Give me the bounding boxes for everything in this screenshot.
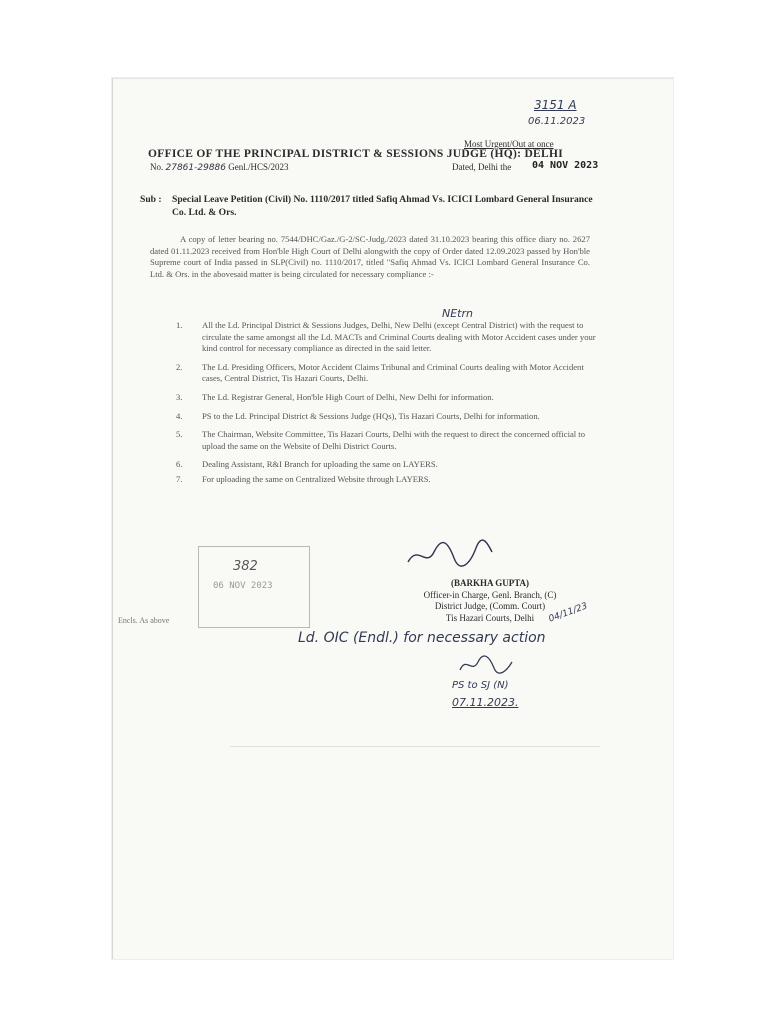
- signature-mark: [404, 538, 494, 570]
- list-item-text: The Chairman, Website Committee, Tis Hazari Courts, Delhi with the request to direct the concerned official to upload the same on the Website of Delhi District Courts.: [202, 429, 585, 451]
- signature-date: 04/11/23: [547, 601, 589, 625]
- dated-label: Dated, Delhi the: [452, 162, 512, 172]
- list-item-text: The Ld. Presiding Officers, Motor Accident Claims Tribunal and Criminal Courts dealing with Motor Accident cases, Central District, Tis Hazari Courts, Delhi.: [202, 361, 584, 384]
- margin-note: NEtrn: [442, 307, 473, 320]
- stamp-date: 06 NOV 2023: [213, 581, 273, 591]
- list-item-number: 1.: [176, 320, 183, 330]
- list-item: [176, 392, 596, 404]
- priority-note: Most Urgent/Out at once: [464, 139, 554, 149]
- list-item: [176, 362, 596, 385]
- list-item: [176, 411, 596, 423]
- ref-number: 27861-29886: [165, 163, 227, 173]
- signatory-name: (BARKHA GUPTA): [450, 578, 530, 588]
- list-item-number: 6.: [176, 459, 183, 470]
- list-item-text: PS to the Ld. Principal District & Sessions Judge (HQs), Tis Hazari Courts, Delhi for information.: [202, 410, 540, 421]
- reference-number: [150, 162, 289, 173]
- list-item-number: 5.: [176, 429, 183, 440]
- list-item-number: 2.: [176, 361, 183, 372]
- enclosure-note: Encls. As above: [118, 616, 170, 625]
- ref-suffix: Genl./HCS/2023: [228, 162, 289, 172]
- initials-mark: [456, 654, 516, 676]
- recipient-list: [176, 320, 596, 493]
- list-item-text: Dealing Assistant, R&I Branch for uploading the same on LAYERS.: [202, 459, 438, 470]
- list-item-number: 7.: [176, 473, 183, 484]
- handwritten-note-line-3: 07.11.2023.: [452, 696, 519, 709]
- list-item-number: 3.: [176, 391, 183, 402]
- body-paragraph: [150, 234, 590, 280]
- list-item: [176, 320, 596, 355]
- list-item-number: 4.: [176, 410, 183, 421]
- subject-text: Special Leave Petition (Civil) No. 1110/2017 titled Safiq Ahmad Vs. ICICI Lombard General Insurance Co. Ltd. & Ors.: [172, 194, 593, 218]
- list-item: [176, 429, 596, 452]
- signatory-designation-3: Tis Hazari Courts, Delhi: [445, 612, 535, 623]
- list-item-text: The Ld. Registrar General, Hon'ble High Court of Delhi, New Delhi for information.: [202, 391, 494, 402]
- ref-prefix: No.: [150, 162, 164, 172]
- received-stamp: [198, 546, 310, 628]
- list-item: [176, 474, 596, 486]
- office-title: OFFICE OF THE PRINCIPAL DISTRICT & SESSIONS JUDGE (HQ): DELHI: [148, 148, 564, 160]
- list-item-text: For uploading the same on Centralized Website through LAYERS.: [202, 473, 431, 484]
- body-text: A copy of letter bearing no. 7544/DHC/Gaz./G-2/SC-Judg./2023 dated 31.10.2023 bearing this office diary no. 2627 dated 01.11.2023 received from Hon'ble High Court of Delhi alongwith the copy of Order dated 12.09.2023 passed by Hon'ble Supreme court of India passed in SLP(Civil) no. 1110/2017, titled "Safiq Ahmad Vs. ICICI Lombard General Insurance Co. Ltd. & Ors. in the abovesaid matter is being circulated for necessary compliance :-: [150, 234, 590, 279]
- handwritten-receipt-date: 06.11.2023: [528, 116, 586, 127]
- signatory-designation-2: District Judge, (Comm. Court): [434, 601, 546, 611]
- handwritten-note-line-1: Ld. OIC (Endl.) for necessary action: [298, 630, 546, 646]
- list-item: [176, 459, 596, 471]
- list-item-text: All the Ld. Principal District & Sessions Judges, Delhi, New Delhi (except Central District) with the request to circulate the same amongst all the Ld. MACTs and Criminal Courts dealing with Motor Accident cases under your kind control for necessary compliance as directed in the said letter.: [202, 320, 596, 354]
- handwritten-note-line-2: PS to SJ (N): [452, 680, 509, 691]
- date-stamp: 04 NOV 2023: [532, 160, 599, 171]
- signatory-designation-1: Officer-in Charge, Genl. Branch, (C): [423, 589, 557, 600]
- subject-label: Sub :: [140, 194, 162, 205]
- stamp-number: 382: [233, 559, 258, 574]
- handwritten-receipt-no: 3151 A: [534, 98, 577, 112]
- page-divider: [230, 746, 600, 747]
